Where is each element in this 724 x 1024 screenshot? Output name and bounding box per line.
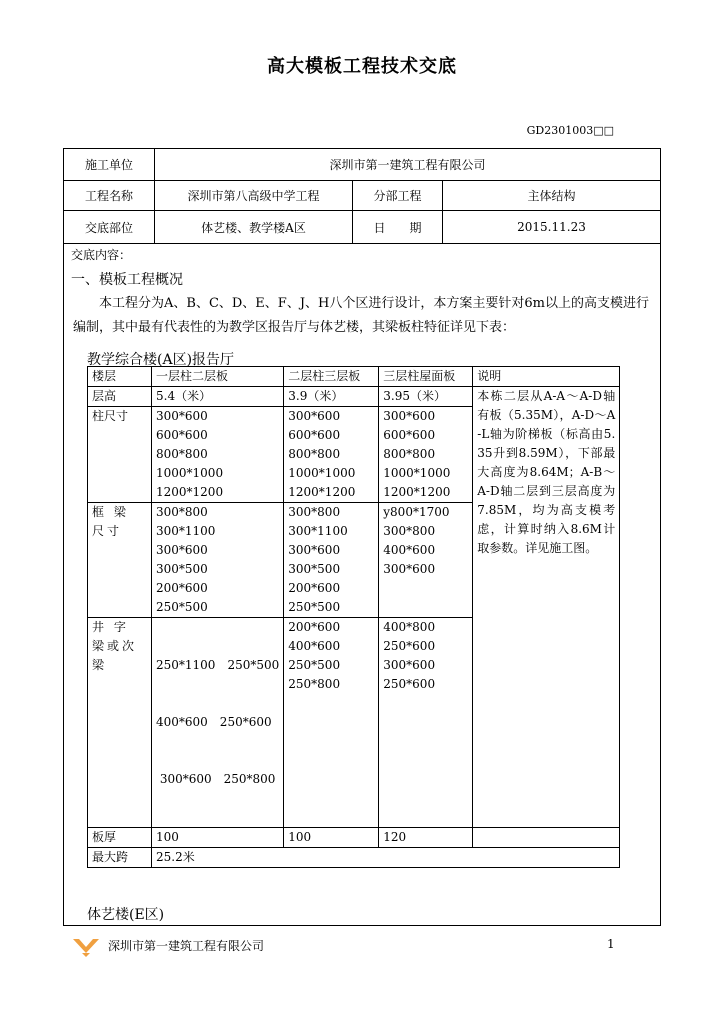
cell-line: 250*500 (288, 658, 341, 672)
table-cell: 100 (284, 828, 379, 848)
row-label-max-span: 最大跨 (88, 848, 152, 868)
header-row-project (64, 181, 660, 211)
subsection-heading-a: 教学综合楼(A区)报告厅 (87, 352, 235, 368)
table-row (88, 387, 620, 407)
overview-paragraph: 本工程分为A、B、C、D、E、F、J、H八个区进行设计，本方案主要针对6m以上的高支模进行编制，其中最有代表性的为教学区报告厅与体艺楼，其梁板柱特征详见下表： (73, 296, 649, 335)
footer-company: 深圳市第一建筑工程有限公司 (108, 939, 265, 953)
table-cell: 5.4（米） (152, 387, 284, 407)
header-row-unit (64, 149, 660, 181)
cell-line: 250*600 (383, 639, 436, 653)
cell-line: 400*600 250*600 (156, 715, 272, 729)
cell-line: 400*600 (383, 543, 436, 557)
table-row (88, 848, 620, 868)
cell-line: 200*600 (156, 581, 208, 595)
header-label-date: 日 期 (353, 211, 443, 243)
cell-line: 300*600 (288, 409, 341, 423)
cell-line: 400*800 (383, 620, 436, 634)
header-row-location (64, 211, 660, 244)
cell-line: 800*800 (156, 447, 208, 461)
spec-table (87, 366, 620, 868)
cell-line: 300*600 (156, 543, 208, 557)
row-label-slab: 板厚 (88, 828, 152, 848)
cell-line: 800*800 (383, 447, 436, 461)
table-cell (473, 828, 620, 848)
table-cell: 120 (379, 828, 473, 848)
table-cell: 25.2米 (152, 848, 620, 868)
cell-line: 250*800 (288, 677, 341, 691)
table-cell (379, 618, 473, 828)
table-header-cell: 二层柱三层板 (284, 367, 379, 387)
logo-base (82, 953, 90, 957)
cell-line: 250*600 (383, 677, 436, 691)
table-header-cell: 说明 (473, 367, 620, 387)
table-header-cell: 一层柱二层板 (152, 367, 284, 387)
table-row (88, 367, 620, 387)
cell-line: 600*600 (288, 428, 341, 442)
table-cell (152, 618, 284, 828)
table-cell (152, 503, 284, 618)
cell-line: 300*600 (288, 543, 341, 557)
cell-line: 1000*1000 (383, 466, 451, 480)
header-label-location: 交底部位 (64, 211, 155, 243)
cell-line: 600*600 (156, 428, 208, 442)
table-row (88, 828, 620, 848)
cell-line: 300*1100 (156, 524, 216, 538)
cell-line: y800*1700 (383, 505, 450, 519)
table-header-cell: 三层柱屋面板 (379, 367, 473, 387)
section-heading: 一、模板工程概况 (71, 272, 183, 288)
header-value-division: 主体结构 (527, 189, 576, 203)
cell-line: 300*600 (383, 562, 436, 576)
cell-line: 300*600 (383, 658, 436, 672)
table-cell (284, 407, 379, 503)
table-cell (152, 407, 284, 503)
cell-line: 300*500 (156, 562, 208, 576)
cell-line: 300*800 (156, 505, 208, 519)
company-logo-icon (72, 936, 100, 958)
table-cell (379, 407, 473, 503)
cell-line: 300*600 250*800 (156, 772, 276, 786)
row-label-column-size: 柱尺寸 (88, 407, 152, 503)
notes-cell: 本栋二层从A-A～A-D轴有板（5.35M），A-D～A-L轴为阶梯板（标高由5.35升到8.59M），下部最大高度为8.64M；A-B～A-D轴二层到三层高度为7.85M，均为高支模考虑，计算时纳入8.6M计取参数。详见施工图。 (473, 387, 620, 828)
cell-line: 1000*1000 (156, 466, 224, 480)
header-label-project: 工程名称 (64, 181, 155, 210)
cell-line: 250*500 (288, 600, 341, 614)
cell-line: 1200*1200 (288, 485, 356, 499)
cell-line: 300*800 (383, 524, 436, 538)
table-cell (284, 503, 379, 618)
cell-line: 600*600 (383, 428, 436, 442)
table-cell (284, 618, 379, 828)
cell-line: 800*800 (288, 447, 341, 461)
row-label-frame-beam: 框 梁 尺寸 (88, 503, 152, 618)
header-label-unit: 施工单位 (64, 149, 155, 180)
cell-line: 1000*1000 (288, 466, 356, 480)
document-number: GD2301003□□ (526, 124, 614, 137)
cell-line: 400*600 (288, 639, 341, 653)
row-label-floor-height: 层高 (88, 387, 152, 407)
page-number: 1 (607, 937, 615, 951)
cell-line: 300*800 (288, 505, 341, 519)
header-value-date: 2015.11.23 (517, 220, 586, 234)
cell-line: 250*500 (156, 600, 208, 614)
header-value-project: 深圳市第八高级中学工程 (155, 181, 353, 210)
table-cell: 3.95（米） (379, 387, 473, 407)
row-label-secondary-beam: 井 字 梁或次梁 (88, 618, 152, 828)
content-label: 交底内容： (71, 248, 132, 262)
cell-line: 200*600 (288, 620, 341, 634)
cell-line: 300*1100 (288, 524, 348, 538)
table-cell (379, 503, 473, 618)
header-label-division: 分部工程 (353, 181, 443, 210)
cell-line: 1200*1200 (383, 485, 451, 499)
header-value-location: 体艺楼、教学楼A区 (155, 211, 353, 243)
cell-line: 200*600 (288, 581, 341, 595)
cell-line: 300*600 (156, 409, 208, 423)
cell-line: 1200*1200 (156, 485, 224, 499)
cell-line: 300*600 (383, 409, 436, 423)
table-cell: 100 (152, 828, 284, 848)
header-value-unit: 深圳市第一建筑工程有限公司 (329, 158, 486, 172)
cell-line: 300*500 (288, 562, 341, 576)
cell-line: 250*1100 250*500 (156, 658, 280, 672)
logo-chevron (73, 939, 99, 953)
table-header-cell: 楼层 (88, 367, 152, 387)
table-cell: 3.9（米） (284, 387, 379, 407)
document-title: 高大模板工程技术交底 (267, 56, 457, 77)
subsection-heading-e: 体艺楼(E区) (87, 907, 165, 923)
